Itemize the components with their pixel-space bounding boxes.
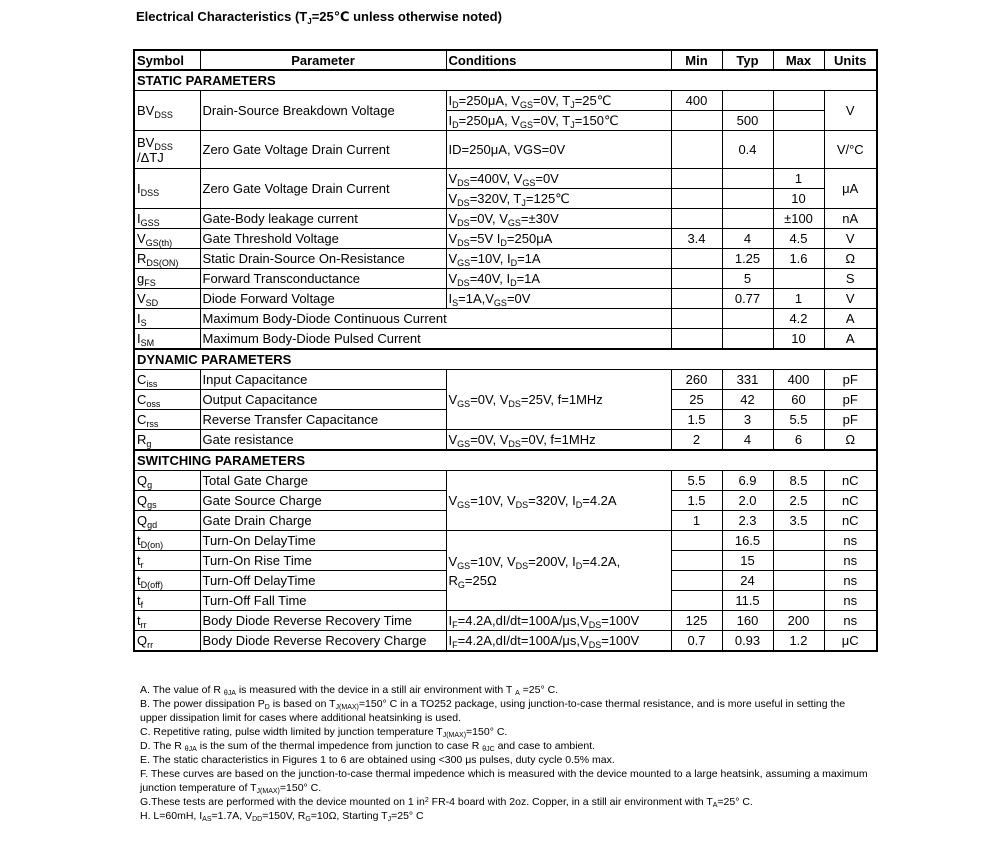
cell-typ: 331 (722, 370, 773, 390)
cell-min (671, 309, 722, 329)
cell-typ: 160 (722, 611, 773, 631)
cell-max: ±100 (773, 209, 824, 229)
cell-conditions: $V_{GS}=0V$, $V_{DS}=0V$, f=1MHz (446, 430, 671, 451)
cell-max: 4.5 (773, 229, 824, 249)
cell-max: 6 (773, 430, 824, 451)
cell-min: 25 (671, 390, 722, 410)
cell-typ: 4 (722, 229, 773, 249)
cell-min (671, 531, 722, 551)
cell-min: 1.5 (671, 410, 722, 430)
cell-min: 1 (671, 511, 722, 531)
cell-min (671, 111, 722, 131)
table-row (134, 329, 877, 350)
cell-min (671, 169, 722, 189)
page-title: Electrical Characteristics ($T_J=25℃$ unless otherwise noted) (136, 9, 502, 26)
header-conditions: Conditions (446, 50, 671, 70)
cell-symbol: $t_{D(on)}$ (134, 531, 200, 551)
cell-symbol: $V_{SD}$ (134, 289, 200, 309)
header-max: Max (773, 50, 824, 70)
cell-max: 8.5 (773, 471, 824, 491)
cell-typ (722, 189, 773, 209)
cell-symbol: $t_{rr}$ (134, 611, 200, 631)
cell-parameter: Body Diode Reverse Recovery Time (200, 611, 446, 631)
cell-typ: 6.9 (722, 471, 773, 491)
cell-symbol: $Q_{gs}$ (134, 491, 200, 511)
cell-symbol: $t_{D(off)}$ (134, 571, 200, 591)
cell-conditions: $I_F=4.2A,dI/dt=100A/\mu s,V_{DS}=100V$ (446, 631, 671, 652)
cell-max: 10 (773, 329, 824, 350)
cell-units: μA (824, 169, 877, 209)
cell-min: 3.4 (671, 229, 722, 249)
cell-max (773, 531, 824, 551)
cell-typ: 0.77 (722, 289, 773, 309)
cell-min: 400 (671, 91, 722, 111)
cell-units: ns (824, 571, 877, 591)
cell-parameter: Gate Source Charge (200, 491, 446, 511)
cell-units: S (824, 269, 877, 289)
cell-units: pF (824, 410, 877, 430)
table-row (134, 309, 877, 329)
cell-typ: 1.25 (722, 249, 773, 269)
cell-conditions: $I_S=1A,V_{GS}=0V$ (446, 289, 671, 309)
cell-typ (722, 209, 773, 229)
cell-units: A (824, 309, 877, 329)
cell-max (773, 269, 824, 289)
cell-symbol: $BV_{DSS}$ (134, 91, 200, 131)
cell-parameter: Reverse Transfer Capacitance (200, 410, 446, 430)
cell-symbol: $I_{GSS}$ (134, 209, 200, 229)
footnotes (140, 683, 870, 823)
cell-min (671, 209, 722, 229)
cell-max (773, 131, 824, 169)
cell-parameter: Forward Transconductance (200, 269, 446, 289)
cell-conditions: $V_{GS}=10V$, $I_D=1A$ (446, 249, 671, 269)
cell-max: 60 (773, 390, 824, 410)
cell-parameter: Turn-Off DelayTime (200, 571, 446, 591)
cell-parameter: Gate Drain Charge (200, 511, 446, 531)
cell-symbol: $R_{DS(ON)}$ (134, 249, 200, 269)
cell-max: 1.2 (773, 631, 824, 652)
cell-symbol: $Q_{gd}$ (134, 511, 200, 531)
cell-conditions: $V_{DS}=320V$, $T_J=125℃$ (446, 189, 671, 209)
cell-parameter: Diode Forward Voltage (200, 289, 446, 309)
cell-typ: 4 (722, 430, 773, 451)
footnote: A. The value of R $_{\theta JA}$ is measured with the device in a still air environment with T $_A$ =25° C. (140, 684, 559, 697)
cell-parameter: Body Diode Reverse Recovery Charge (200, 631, 446, 652)
cell-min (671, 131, 722, 169)
cell-parameter: Turn-Off Fall Time (200, 591, 446, 611)
cell-typ: 15 (722, 551, 773, 571)
cell-min (671, 551, 722, 571)
cell-conditions: $V_{GS}=10V$, $V_{DS}=320V$, $I_D=4.2A$ (446, 471, 671, 531)
cell-min (671, 189, 722, 209)
table-row (134, 209, 877, 229)
cell-max: 2.5 (773, 491, 824, 511)
cell-conditions: $V_{DS}=5V$ $I_D=250\mu A$ (446, 229, 671, 249)
cell-min: 2 (671, 430, 722, 451)
cell-max (773, 571, 824, 591)
cell-units: pF (824, 370, 877, 390)
cell-typ: 3 (722, 410, 773, 430)
cell-min (671, 269, 722, 289)
cell-min: 0.7 (671, 631, 722, 652)
footnote: F. These curves are based on the junction-to-case thermal impedence which is measured with the device mounted to a large heatsink, assuming a maximum junction temperature of $T_{J(MAX)}=150^\circ$ C. (140, 768, 868, 795)
table-row (134, 91, 877, 111)
cell-units: nC (824, 471, 877, 491)
cell-units: V (824, 229, 877, 249)
cell-units: nC (824, 511, 877, 531)
cell-conditions: $I_F=4.2A,dI/dt=100A/\mu s,V_{DS}=100V$ (446, 611, 671, 631)
cell-units: Ω (824, 430, 877, 451)
cell-max: 400 (773, 370, 824, 390)
cell-max: 200 (773, 611, 824, 631)
section-switching (134, 450, 877, 471)
footnote: B. The power dissipation $P_D$ is based on $T_{J(MAX)}=150^\circ$ C in a TO252 package, using junction-to-case thermal resistance, and is more useful in setting the upper dissipation limit for cases where additional heatsinking is used. (140, 698, 846, 724)
cell-typ: 42 (722, 390, 773, 410)
cell-parameter: Gate Threshold Voltage (200, 229, 446, 249)
cell-units: ns (824, 611, 877, 631)
table-row (134, 269, 877, 289)
cell-units: ns (824, 531, 877, 551)
cell-units: ns (824, 551, 877, 571)
cell-symbol: $Q_g$ (134, 471, 200, 491)
cell-min (671, 591, 722, 611)
cell-min (671, 329, 722, 350)
cell-typ: 16.5 (722, 531, 773, 551)
cell-parameter: Zero Gate Voltage Drain Current (200, 131, 446, 169)
cell-parameter: Gate-Body leakage current (200, 209, 446, 229)
cell-symbol: $BV_{DSS}$ /ΔTJ (134, 131, 200, 169)
section-title: SWITCHING PARAMETERS (134, 450, 877, 471)
cell-parameter: Input Capacitance (200, 370, 446, 390)
footnote: D. The R $_{\theta JA}$ is the sum of the thermal impedence from junction to case R $_{\theta JC}$ and case to ambient. (140, 740, 596, 753)
cell-conditions: $V_{GS}=10V$, $V_{DS}=200V$, $I_D=4.2A$, $R_G=25\Omega$ (446, 531, 671, 611)
footnote: H. L=60mH, $I_{AS}=1.7A$, $V_{DD}=150V$, $R_G=10\Omega$, Starting $T_J=25^\circ$ C (140, 810, 424, 823)
cell-max (773, 591, 824, 611)
cell-symbol: $I_{SM}$ (134, 329, 200, 350)
cell-conditions: ID=250μA, VGS=0V (446, 131, 671, 169)
cell-min: 1.5 (671, 491, 722, 511)
section-title: STATIC PARAMETERS (134, 70, 877, 91)
cell-typ: 2.3 (722, 511, 773, 531)
section-static (134, 70, 877, 91)
table-row (134, 430, 877, 451)
table-row (134, 131, 877, 169)
electrical-characteristics-table (133, 49, 878, 652)
table-header-row (134, 50, 877, 70)
cell-parameter: Static Drain-Source On-Resistance (200, 249, 446, 269)
cell-typ: 0.4 (722, 131, 773, 169)
cell-max: 1 (773, 289, 824, 309)
cell-units: V/°C (824, 131, 877, 169)
cell-min (671, 289, 722, 309)
footnote: C. Repetitive rating, pulse width limited by junction temperature $T_{J(MAX)}=150^\circ$ C. (140, 726, 508, 739)
cell-units: nC (824, 491, 877, 511)
cell-parameter: Maximum Body-Diode Continuous Current (200, 309, 671, 329)
cell-symbol: $R_g$ (134, 430, 200, 451)
cell-typ: 11.5 (722, 591, 773, 611)
cell-units: A (824, 329, 877, 350)
cell-parameter: Turn-On DelayTime (200, 531, 446, 551)
cell-parameter: Maximum Body-Diode Pulsed Current (200, 329, 671, 350)
table-row (134, 471, 877, 491)
table-row (134, 249, 877, 269)
cell-max: 10 (773, 189, 824, 209)
cell-conditions: $V_{DS}=0V$, $V_{GS}=\pm 30V$ (446, 209, 671, 229)
cell-symbol: $g_{FS}$ (134, 269, 200, 289)
cell-typ (722, 309, 773, 329)
cell-min (671, 571, 722, 591)
cell-symbol: $t_r$ (134, 551, 200, 571)
cell-min: 260 (671, 370, 722, 390)
cell-symbol: $Q_{rr}$ (134, 631, 200, 652)
cell-units: pF (824, 390, 877, 410)
cell-units: nA (824, 209, 877, 229)
cell-units: ns (824, 591, 877, 611)
cell-conditions: $I_D=250\mu A$, $V_{GS}=0V$, $T_J=150℃$ (446, 111, 671, 131)
section-title: DYNAMIC PARAMETERS (134, 349, 877, 370)
table-row (134, 631, 877, 652)
cell-conditions: $V_{GS}=0V$, $V_{DS}=25V$, f=1MHz (446, 370, 671, 430)
cell-parameter: Zero Gate Voltage Drain Current (200, 169, 446, 209)
cell-conditions: $I_D=250\mu A$, $V_{GS}=0V$, $T_J=25℃$ (446, 91, 671, 111)
header-symbol: Symbol (134, 50, 200, 70)
table-row (134, 289, 877, 309)
footnote: E. The static characteristics in Figures 1 to 6 are obtained using <300 μs pulses, duty cycle 0.5% max. (140, 754, 615, 766)
footnote: G.These tests are performed with the device mounted on 1 $in^2$ FR-4 board with 2oz. Copper, in a still air environment with $T_A=25^\circ$ C. (140, 796, 753, 809)
cell-parameter: Output Capacitance (200, 390, 446, 410)
table-row (134, 611, 877, 631)
cell-typ (722, 169, 773, 189)
cell-typ: 0.93 (722, 631, 773, 652)
cell-max (773, 91, 824, 111)
cell-symbol: $I_S$ (134, 309, 200, 329)
cell-symbol: $C_{iss}$ (134, 370, 200, 390)
cell-symbol: $I_{DSS}$ (134, 169, 200, 209)
cell-parameter: Drain-Source Breakdown Voltage (200, 91, 446, 131)
cell-conditions: $V_{DS}=40V$, $I_D=1A$ (446, 269, 671, 289)
cell-symbol: $C_{oss}$ (134, 390, 200, 410)
cell-max (773, 551, 824, 571)
cell-max: 3.5 (773, 511, 824, 531)
cell-typ: 24 (722, 571, 773, 591)
cell-units: Ω (824, 249, 877, 269)
cell-parameter: Turn-On Rise Time (200, 551, 446, 571)
cell-typ (722, 329, 773, 350)
cell-max: 1 (773, 169, 824, 189)
cell-min: 125 (671, 611, 722, 631)
cell-typ: 500 (722, 111, 773, 131)
cell-max (773, 111, 824, 131)
table-row (134, 229, 877, 249)
table-row (134, 531, 877, 551)
cell-min: 5.5 (671, 471, 722, 491)
cell-symbol: $C_{rss}$ (134, 410, 200, 430)
cell-max: 4.2 (773, 309, 824, 329)
cell-typ: 2.0 (722, 491, 773, 511)
cell-min (671, 249, 722, 269)
table-row (134, 169, 877, 189)
table-row (134, 370, 877, 390)
cell-units: μC (824, 631, 877, 652)
section-dynamic (134, 349, 877, 370)
cell-max: 5.5 (773, 410, 824, 430)
cell-units: V (824, 91, 877, 131)
cell-parameter: Gate resistance (200, 430, 446, 451)
header-parameter: Parameter (200, 50, 446, 70)
cell-symbol: $t_f$ (134, 591, 200, 611)
header-min: Min (671, 50, 722, 70)
cell-typ (722, 91, 773, 111)
cell-max: 1.6 (773, 249, 824, 269)
cell-units: V (824, 289, 877, 309)
header-units: Units (824, 50, 877, 70)
cell-parameter: Total Gate Charge (200, 471, 446, 491)
cell-symbol: $V_{GS(th)}$ (134, 229, 200, 249)
cell-conditions: $V_{DS}=400V$, $V_{GS}=0V$ (446, 169, 671, 189)
header-typ: Typ (722, 50, 773, 70)
cell-typ: 5 (722, 269, 773, 289)
